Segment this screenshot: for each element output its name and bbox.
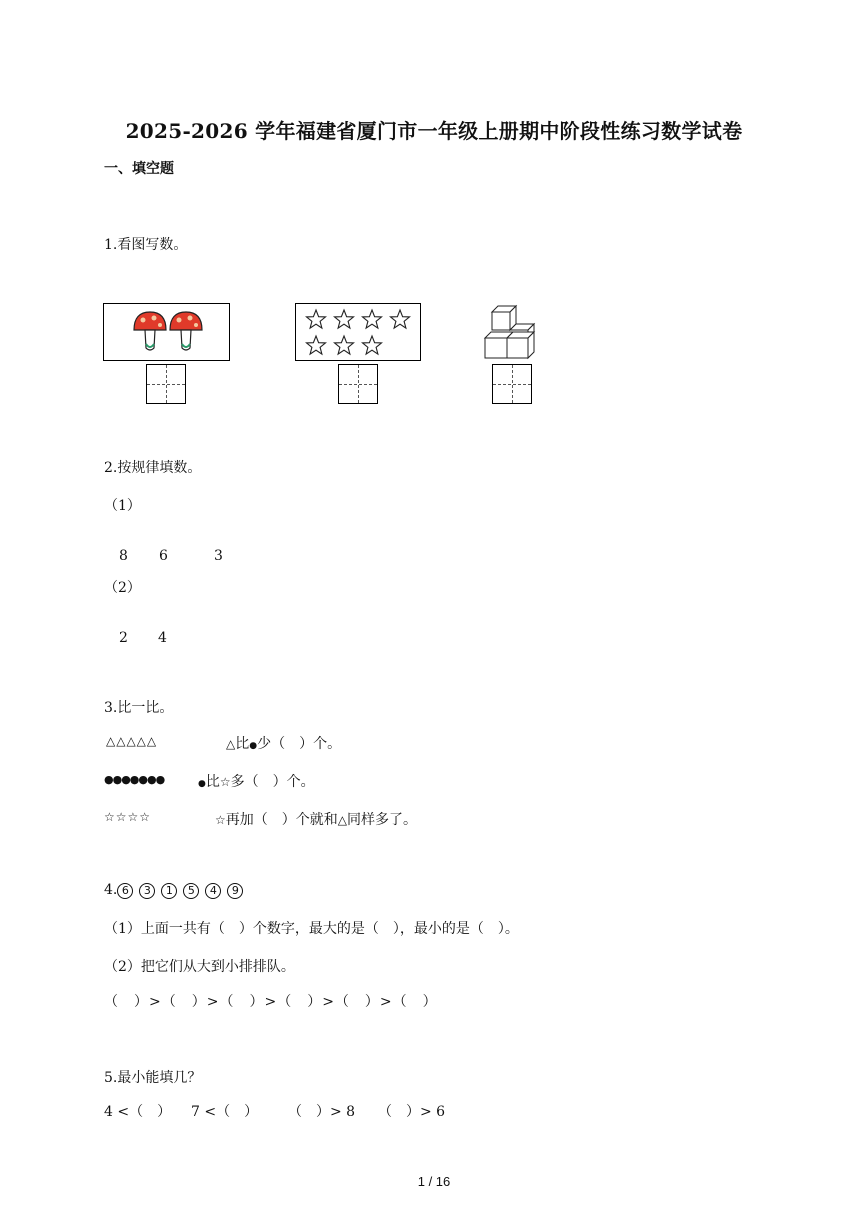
sequence-value: 3 bbox=[214, 548, 223, 564]
circled-number: 9 bbox=[227, 883, 243, 899]
sequence-value: 4 bbox=[158, 630, 167, 646]
question-2-part2-label: （2） bbox=[104, 580, 141, 596]
inequality-item: 7 <（ ） bbox=[191, 1104, 259, 1120]
answer-grid-2[interactable] bbox=[338, 364, 378, 404]
question-4-part2: （2）把它们从大到小排排队。 bbox=[104, 959, 295, 975]
sequence-value: 8 bbox=[119, 548, 128, 564]
triangles-row: △△△△△ bbox=[106, 734, 158, 748]
page-title: 2025-2026 学年福建省厦门市一年级上册期中阶段性练习数学试卷 bbox=[125, 119, 743, 143]
cubes-icon bbox=[482, 300, 544, 360]
question-1-label: 1.看图写数。 bbox=[104, 237, 188, 253]
question-5-label: 5.最小能填几？ bbox=[104, 1070, 202, 1086]
dot-icon: ● bbox=[198, 779, 206, 789]
answer-grid-3[interactable] bbox=[492, 364, 532, 404]
page-number: 1 / 16 bbox=[417, 1174, 451, 1189]
question-2-label: 2.按规律填数。 bbox=[104, 460, 202, 476]
answer-grid-1[interactable] bbox=[146, 364, 186, 404]
star-icon bbox=[296, 304, 420, 360]
inequality-item: 4 <（ ） bbox=[104, 1104, 172, 1120]
question-2-part1-label: （1） bbox=[104, 498, 141, 514]
question-4-part1: （1）上面一共有（ ）个数字，最大的是（ ），最小的是（ ）。 bbox=[104, 921, 519, 937]
circled-number: 3 bbox=[139, 883, 155, 899]
circled-number: 6 bbox=[117, 883, 133, 899]
compare-statement-2: ●比☆多（ ）个。 bbox=[198, 774, 315, 790]
question-3-label: 3.比一比。 bbox=[104, 700, 174, 716]
triangle-icon: △ bbox=[226, 737, 236, 751]
stars-box bbox=[295, 303, 421, 361]
dot-icon: ● bbox=[249, 741, 258, 751]
sequence-value: 6 bbox=[159, 548, 168, 564]
sequence-value: 2 bbox=[119, 630, 128, 646]
inequality-item: （ ）> 6 bbox=[378, 1104, 446, 1120]
star-icon: ☆ bbox=[219, 775, 231, 789]
star-icon: ☆ bbox=[215, 813, 226, 827]
inequality-item: （ ）> 8 bbox=[288, 1104, 356, 1120]
circled-number: 5 bbox=[183, 883, 199, 899]
compare-statement-3: ☆再加（ ）个就和△同样多了。 bbox=[215, 812, 417, 828]
stars-row: ☆☆☆☆ bbox=[104, 810, 152, 824]
circled-number: 4 bbox=[205, 883, 221, 899]
section-heading: 一、填空题 bbox=[104, 161, 174, 177]
mushroom-box bbox=[103, 303, 230, 361]
circled-number: 1 bbox=[161, 883, 177, 899]
dots-row: ●●●●●●● bbox=[104, 773, 165, 786]
question-4-label: 4. 6 3 1 5 4 9 bbox=[104, 882, 249, 899]
mushroom-icon bbox=[104, 304, 229, 360]
triangle-icon: △ bbox=[337, 813, 347, 827]
compare-statement-1: △比●少（ ）个。 bbox=[226, 736, 342, 752]
ordering-blanks: （ ）>（ ）>（ ）>（ ）>（ ）>（ ） bbox=[104, 994, 438, 1010]
